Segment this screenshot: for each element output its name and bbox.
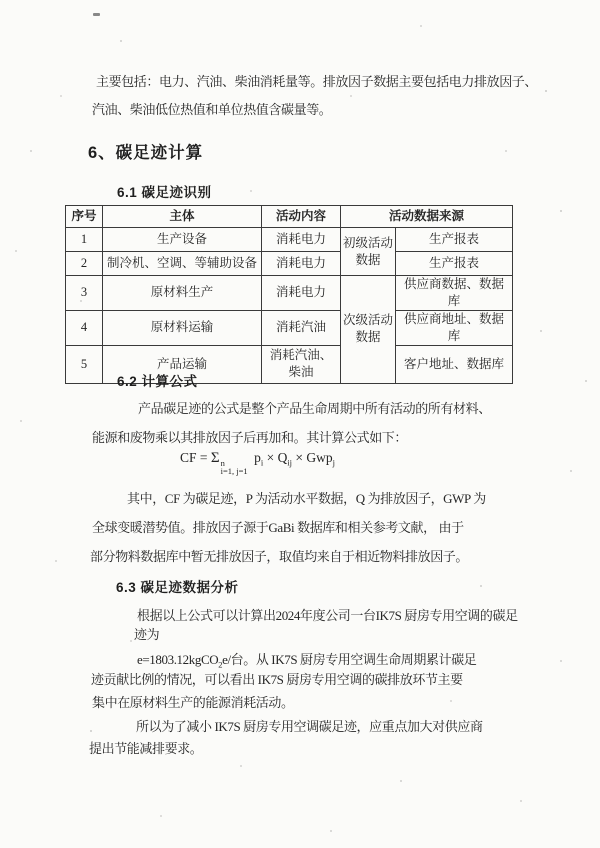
explain-line-3: 部分物料数据库中暂无排放因子，取值均来自于相近物料排放因子。 xyxy=(90,549,469,564)
col-header-source: 活动数据来源 xyxy=(341,206,513,228)
explain-line-2: 全球变暖潜势值。排放因子源于GaBi 数据库和相关参考文献， 由于 xyxy=(92,520,464,535)
formula-times: × xyxy=(266,450,275,465)
formula-p: p xyxy=(254,450,261,465)
cell-activity: 消耗汽油、柴油 xyxy=(262,345,341,383)
cell-activity: 消耗电力 xyxy=(262,252,341,276)
analysis-p2-line-2: 迹贡献比例的情况，可以看出 IK7S 厨房专用空调的碳排放环节主要 xyxy=(91,672,463,687)
formula-para-line-2: 能源和废物乘以其排放因子后再加和。其计算公式如下： xyxy=(92,430,408,445)
cell-activity: 消耗电力 xyxy=(262,228,341,252)
formula-times: × xyxy=(295,450,304,465)
footprint-identification-table xyxy=(65,205,513,384)
formula-superscript: n xyxy=(220,458,225,468)
section-6-3-heading: 6.3 碳足迹数据分析 xyxy=(116,580,239,595)
formula-p-sub: i xyxy=(260,457,264,468)
sigma-symbol: Σ xyxy=(210,450,220,466)
cell-subject: 产品运输 xyxy=(103,345,262,383)
analysis-p3-line-1: 所以为了减小 IK7S 厨房专用空调碳足迹，应重点加大对供应商 xyxy=(136,719,483,734)
intro-line-2: 汽油、柴油低位热值和单位热值含碳量等。 xyxy=(92,102,332,117)
emission-value-suffix: e/台。从 IK7S 厨房专用空调生命周期累计碳足 xyxy=(222,652,477,667)
emission-value-prefix: e=1803.12kgCO xyxy=(137,652,219,667)
section-6-2-heading: 6.2 计算公式 xyxy=(117,374,198,389)
cell-no: 1 xyxy=(66,228,103,252)
cell-subject: 原材料运输 xyxy=(103,310,262,345)
analysis-p2-line-1 xyxy=(137,649,476,670)
col-header-activity: 活动内容 xyxy=(262,206,341,228)
table-header-row xyxy=(66,206,513,228)
cell-source: 供应商地址、数据库 xyxy=(396,310,513,345)
formula-subscript: i=1, j=1 xyxy=(220,466,248,476)
table-row xyxy=(66,310,513,345)
formula-q: Q xyxy=(277,450,288,465)
section-6-heading: 6、碳足迹计算 xyxy=(88,144,204,162)
col-header-subject: 主体 xyxy=(103,206,262,228)
carbon-footprint-formula xyxy=(180,450,335,475)
table-row xyxy=(66,252,513,276)
cell-activity: 消耗汽油 xyxy=(262,310,341,345)
cell-group-primary: 初级活动数据 xyxy=(341,228,396,276)
formula-lhs: CF xyxy=(180,450,197,465)
cell-no: 5 xyxy=(66,345,103,383)
analysis-p3-line-2: 提出节能减排要求。 xyxy=(89,741,203,756)
cell-no: 3 xyxy=(66,276,103,311)
cell-source: 生产报表 xyxy=(396,228,513,252)
co2-subscript: 2 xyxy=(218,659,223,670)
cell-activity: 消耗电力 xyxy=(262,276,341,311)
col-header-no: 序号 xyxy=(66,206,103,228)
cell-subject: 生产设备 xyxy=(103,228,262,252)
formula-equals: = xyxy=(199,450,208,465)
formula-gwp: Gwp xyxy=(306,450,333,465)
analysis-p2-line-3: 集中在原材料生产的能源消耗活动。 xyxy=(92,695,294,710)
analysis-p1-line-1: 根据以上公式可以计算出2024年度公司一台IK7S 厨房专用空调的碳足 xyxy=(137,608,518,623)
cell-group-secondary: 次级活动数据 xyxy=(341,276,396,384)
formula-para-line-1: 产品碳足迹的公式是整个产品生命周期中所有活动的所有材料、 xyxy=(138,401,491,416)
cell-source: 生产报表 xyxy=(396,252,513,276)
cell-no: 2 xyxy=(66,252,103,276)
scan-noise xyxy=(0,0,2,2)
cell-source: 供应商数据、数据库 xyxy=(396,276,513,311)
explain-line-1: 其中，CF 为碳足迹，P 为活动水平数据，Q 为排放因子，GWP 为 xyxy=(127,491,486,506)
cell-subject: 制冷机、空调、等辅助设备 xyxy=(103,252,262,276)
section-6-1-heading: 6.1 碳足迹识别 xyxy=(117,185,212,200)
cell-no: 4 xyxy=(66,310,103,345)
analysis-p1-line-2: 迹为 xyxy=(134,627,160,642)
cell-subject: 原材料生产 xyxy=(103,276,262,311)
formula-gwp-sub: j xyxy=(332,457,336,468)
scan-smudge-mark xyxy=(93,13,100,16)
intro-line-1: 主要包括：电力、汽油、柴油消耗量等。排放因子数据主要包括电力排放因子、 xyxy=(96,74,538,89)
cell-source: 客户地址、数据库 xyxy=(396,345,513,383)
table-row xyxy=(66,228,513,252)
table-row xyxy=(66,276,513,311)
formula-q-sub: ij xyxy=(287,457,293,468)
